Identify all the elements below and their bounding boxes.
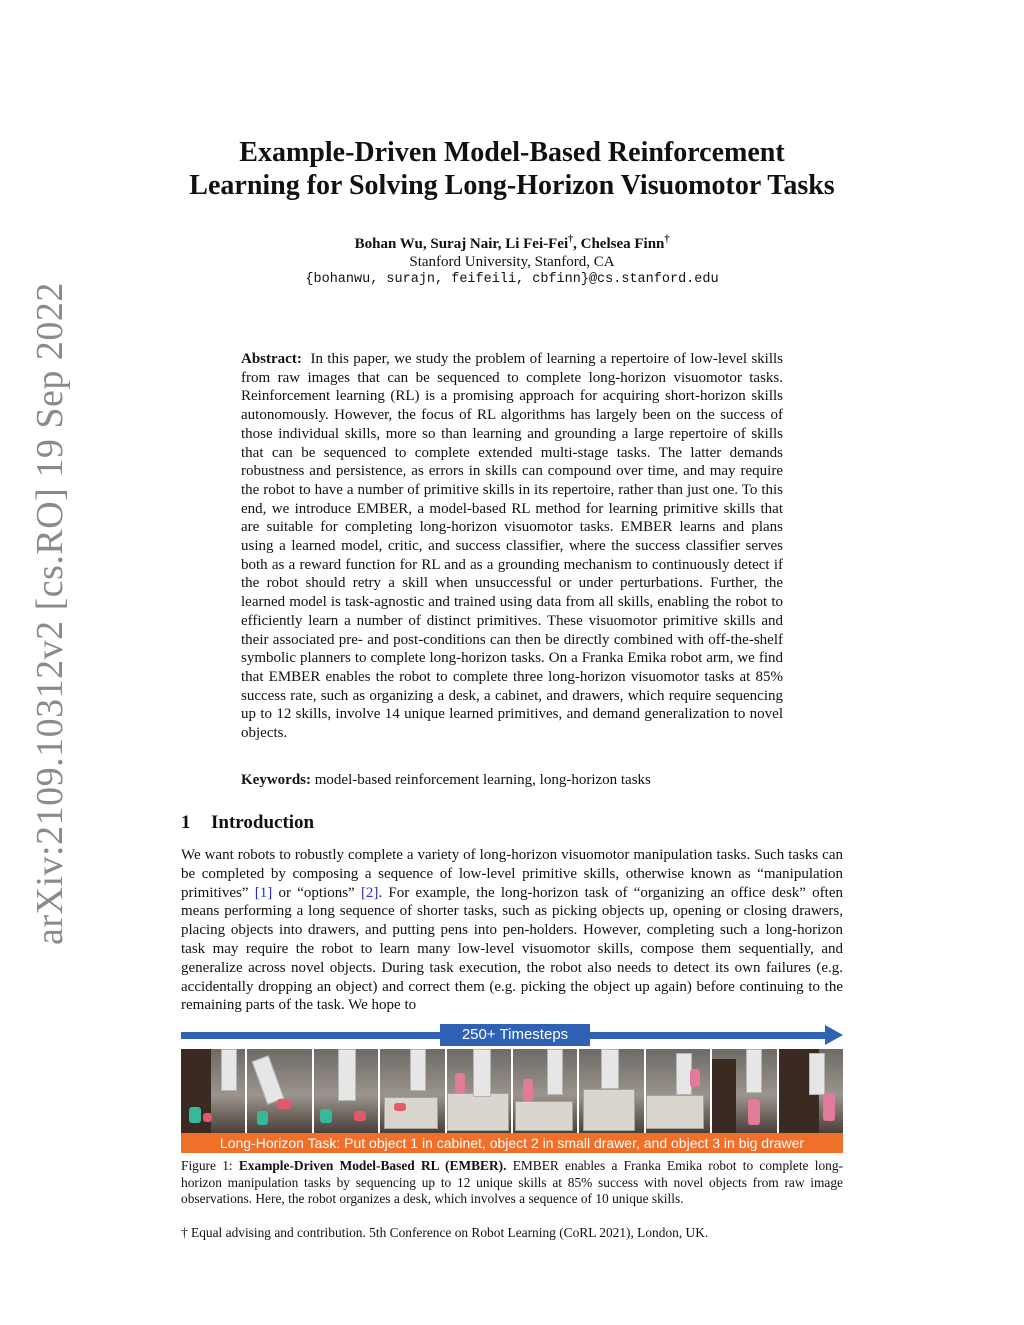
keywords-text: model-based reinforcement learning, long-horizon tasks [314,772,651,788]
arxiv-identifier: arXiv:2109.10312v2 [cs.RO] 19 Sep 2022 [29,282,71,945]
section-number: 1 [181,812,191,833]
abstract [241,350,783,743]
robot-frame-1 [181,1049,245,1133]
robot-frame-5 [447,1049,511,1133]
caption-bold: Example-Driven Model-Based RL (EMBER). [238,1158,507,1173]
long-horizon-task-label: Long-Horizon Task: Put object 1 in cabinet, object 2 in small drawer, and object 3 in big drawer [181,1133,843,1153]
title-line-1: Example-Driven Model-Based Reinforcement [239,137,785,168]
paper-title [0,136,1024,202]
timesteps-label: 250+ Timesteps [440,1024,590,1046]
author-names: Bohan Wu, Suraj Nair, Li Fei-Fei†, Chelsea Finn† [354,234,670,252]
citation-link-1[interactable]: [1] [254,884,273,901]
figure-1 [181,1023,843,1155]
robot-frame-2 [247,1049,311,1133]
abstract-text: In this paper, we study the problem of learning a repertoire of low-level skills from raw images that can be sequenced to complete long-horizon visuomotor tasks. Reinforcement learning (RL) is a promising approach for acquiring short-horizon skills autonomously. However, the focus of RL algorithms has largely been on the success of those individual skills, more so than learning and grounding a large repertoire of skills that can be sequenced to complete extended multi-stage tasks. The latter demands robustness and persistence, as errors in skills can compound over time, and may require the robot to have a number of primitive skills in its repertoire, rather than just one. To this end, we introduce EMBER, a model-based RL method for learning primitive skills that are suitable for completing long-horizon visuomotor tasks. EMBER learns and plans using a learned model, critic, and success classifier, where the success classifier serves both as a reward function for RL and as a grounding mechanism to continuously detect if the robot should retry a skill when unsuccessful or under perturbations. Further, the learned model is task-agnostic and trained using data from all skills, enabling the robot to efficiently learn a number of distinct primitives. These visuomotor primitive skills and their associated pre- and post-conditions can then be directly combined with off-the-shelf symbolic planners to complete long-horizon tasks. On a Franka Emika robot arm, we find that EMBER enables the robot to complete three long-horizon visuomotor tasks at 85% success rate, such as organizing a desk, a cabinet, and drawers, which require sequencing up to 12 skills, involve 14 unique learned primitives, and demand generalization to novel objects. [241,351,784,742]
timeline-arrow-head [825,1025,843,1045]
citation-link-2[interactable]: [2] [360,884,379,901]
robot-frame-3 [314,1049,378,1133]
author-block [0,235,1024,289]
affiliation: Stanford University, Stanford, CA [409,254,615,270]
keywords [241,772,783,789]
author-emails: {bohanwu, surajn, feifeili, cbfinn}@cs.stanford.edu [305,272,719,287]
robot-frame-7 [579,1049,643,1133]
caption-text: EMBER enables a Franka Emika robot to complete long-horizon manipulation tasks by sequencing up to 12 unique skills at 85% success with novel objects from raw image observations. Here, the robot organizes a desk, which involves a sequence of 10 unique skills. [181,1158,843,1207]
caption-prefix: Figure 1: [181,1158,233,1173]
introduction-paragraph: We want robots to robustly complete a variety of long-horizon visuomotor manipulation tasks. Such tasks can be completed by composing a sequence of low-level primitive skills, otherwise known as “manipulation primitives” [1] or “options” [2]. For example, the long-horizon task of “organizing an office desk” often means performing a long sequence of shorter tasks, such as picking objects up, opening or closing drawers, placing objects into drawers, and putting pens into pen-holders. However, completing such a long-horizon task may require the robot to learn many low-level visuomotor skills, compose them sequentially, and generalize across novel objects. During task execution, the robot also needs to detect its own failures (e.g. accidentally dropping an object) and correct them (e.g. picking the object up again) before continuing to the remaining parts of the task. We hope to [181,847,844,1014]
section-title: Introduction [211,812,315,833]
robot-frame-strip [181,1049,843,1133]
robot-frame-8 [646,1049,710,1133]
title-line-2: Learning for Solving Long-Horizon Visuomotor Tasks [189,170,835,201]
keywords-label: Keywords: [241,772,311,788]
section-heading-introduction [181,812,314,834]
robot-frame-10 [779,1049,843,1133]
robot-frame-6 [513,1049,577,1133]
figure-1-caption [181,1158,843,1208]
robot-frame-4 [380,1049,444,1133]
abstract-label: Abstract: [241,351,302,367]
footnote: † Equal advising and contribution. 5th Conference on Robot Learning (CoRL 2021), London, UK. [181,1225,709,1240]
robot-frame-9 [712,1049,776,1133]
